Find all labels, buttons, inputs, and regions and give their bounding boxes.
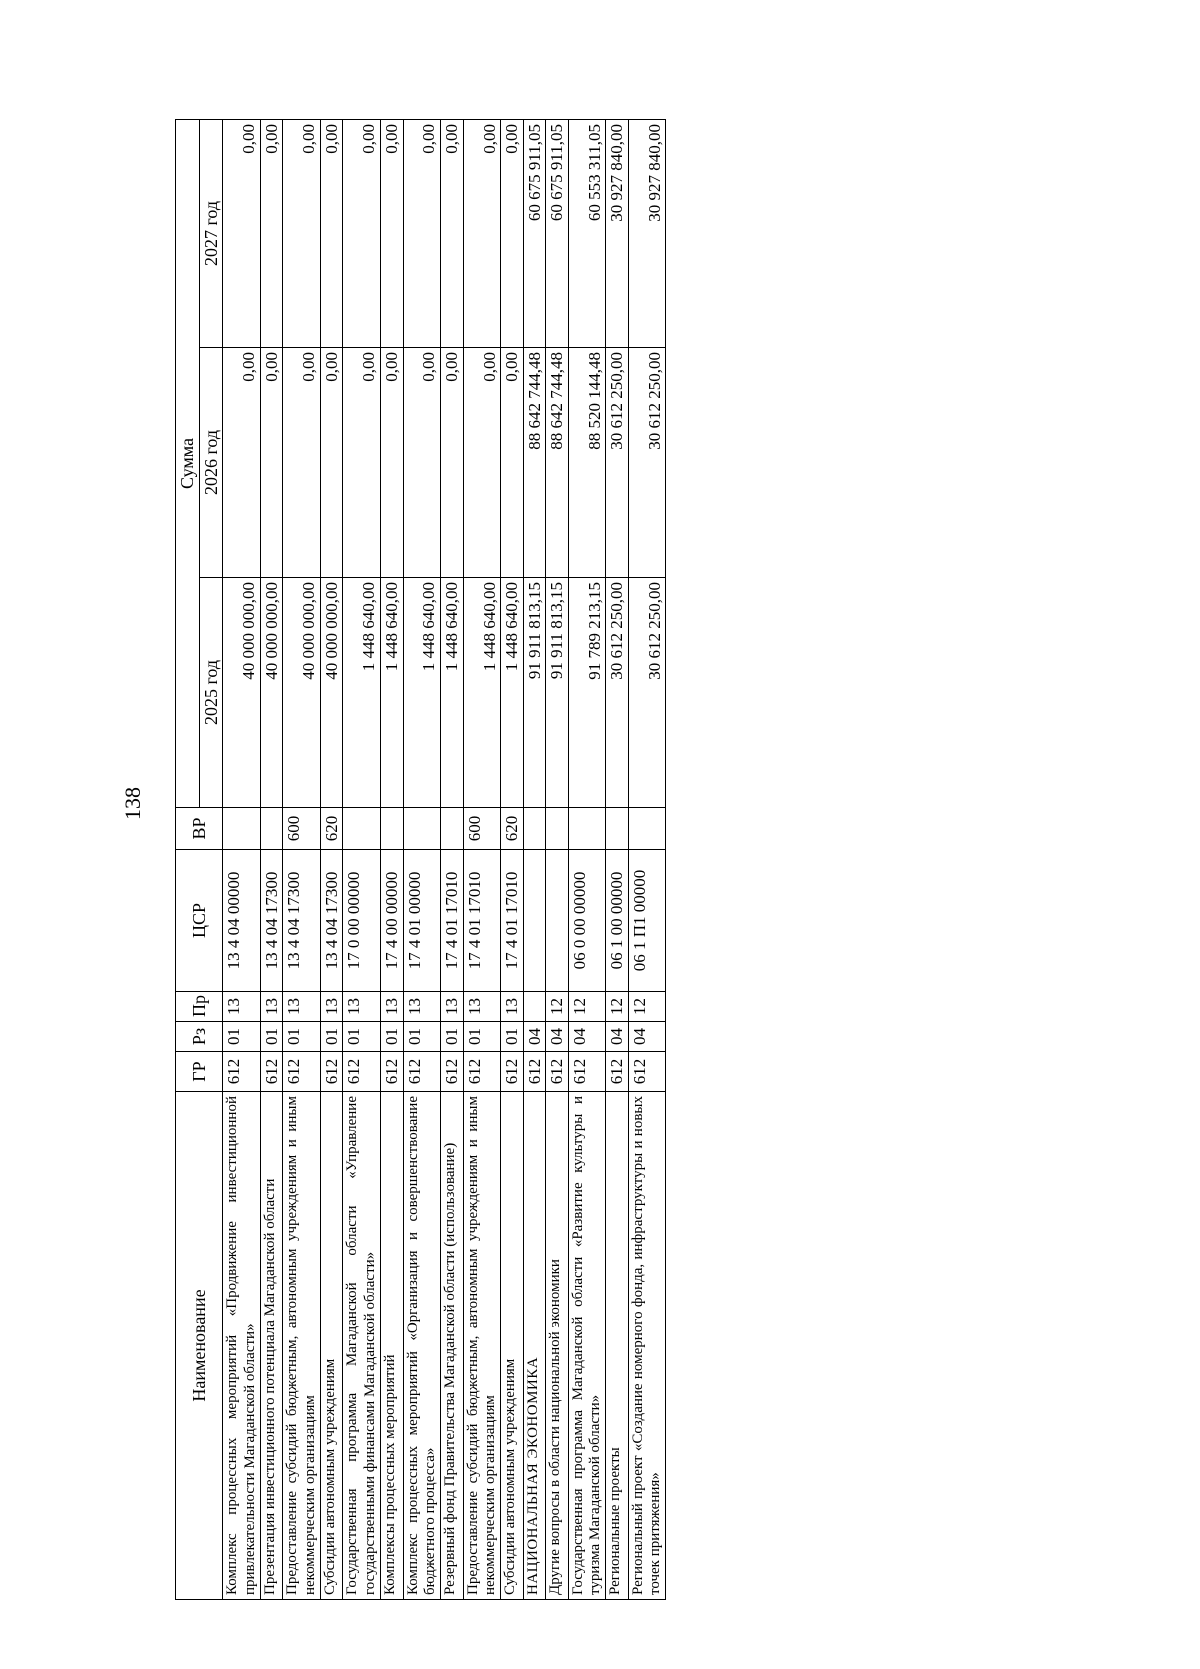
cell-2027: 30 927 840,00	[628, 119, 666, 347]
cell-2025: 1 448 640,00	[441, 578, 464, 808]
cell-vr	[546, 808, 569, 850]
cell-csr: 13 4 04 17300	[283, 850, 321, 992]
table-row	[628, 119, 666, 1599]
cell-gr: 612	[320, 1052, 343, 1092]
cell-csr: 17 4 01 00000	[403, 850, 441, 992]
col-header-2025: 2025 год	[199, 578, 223, 808]
cell-vr	[260, 808, 283, 850]
cell-gr: 612	[441, 1052, 464, 1092]
table-row	[501, 119, 524, 1599]
cell-2025: 91 789 213,15	[568, 578, 606, 808]
cell-2025: 1 448 640,00	[343, 578, 381, 808]
cell-name: НАЦИОНАЛЬНАЯ ЭКОНОМИКА	[523, 1092, 546, 1600]
table-row	[403, 119, 441, 1599]
cell-2026: 0,00	[283, 348, 321, 578]
cell-gr: 612	[546, 1052, 569, 1092]
table-row	[283, 119, 321, 1599]
cell-pr: 12	[606, 992, 629, 1022]
cell-csr: 06 1 П1 00000	[628, 850, 666, 992]
cell-vr: 620	[320, 808, 343, 850]
cell-rz: 01	[501, 1022, 524, 1052]
table-row	[320, 119, 343, 1599]
col-header-rz: Рз	[176, 1022, 223, 1052]
cell-name: Резервный фонд Правительства Магаданской области (использование)	[441, 1092, 464, 1600]
table-row	[546, 119, 569, 1599]
cell-name: Государственная программа Магаданской области «Управление государственными финансами Магаданской области»	[343, 1092, 381, 1600]
cell-csr: 17 0 00 00000	[343, 850, 381, 992]
cell-gr: 612	[606, 1052, 629, 1092]
cell-vr: 600	[283, 808, 321, 850]
cell-pr: 13	[223, 992, 261, 1022]
cell-vr	[628, 808, 666, 850]
budget-table	[175, 119, 666, 1600]
cell-vr	[441, 808, 464, 850]
cell-csr	[523, 850, 546, 992]
table-row	[441, 119, 464, 1599]
cell-2026: 30 612 250,00	[606, 348, 629, 578]
cell-rz: 01	[403, 1022, 441, 1052]
cell-2026: 88 642 744,48	[523, 348, 546, 578]
cell-rz: 01	[223, 1022, 261, 1052]
cell-name: Региональный проект «Создание номерного фонда, инфраструктуры и новых точек притяжения»	[628, 1092, 666, 1600]
cell-name: Региональные проекты	[606, 1092, 629, 1600]
col-header-gr: ГР	[176, 1052, 223, 1092]
cell-pr: 13	[441, 992, 464, 1022]
budget-table-container	[175, 120, 965, 1600]
cell-name: Другие вопросы в области национальной экономики	[546, 1092, 569, 1600]
cell-2027: 0,00	[260, 119, 283, 347]
cell-gr: 612	[463, 1052, 501, 1092]
cell-vr	[568, 808, 606, 850]
header-row	[176, 119, 200, 1599]
cell-name: Комплекс процессных мероприятий «Организация и совершенствование бюджетного процесса»	[403, 1092, 441, 1600]
cell-2025: 40 000 000,00	[283, 578, 321, 808]
cell-csr: 06 1 00 00000	[606, 850, 629, 992]
cell-pr: 13	[501, 992, 524, 1022]
cell-2027: 0,00	[403, 119, 441, 347]
table-body	[223, 119, 666, 1599]
cell-rz: 01	[463, 1022, 501, 1052]
cell-pr: 12	[546, 992, 569, 1022]
table-row	[568, 119, 606, 1599]
cell-vr: 600	[463, 808, 501, 850]
table-row	[260, 119, 283, 1599]
cell-vr	[343, 808, 381, 850]
cell-2027: 0,00	[343, 119, 381, 347]
cell-pr: 13	[380, 992, 403, 1022]
cell-2027: 0,00	[223, 119, 261, 347]
cell-2025: 1 448 640,00	[463, 578, 501, 808]
col-header-2027: 2027 год	[199, 119, 223, 347]
cell-2025: 40 000 000,00	[260, 578, 283, 808]
col-header-csr: ЦСР	[176, 850, 223, 992]
cell-2025: 40 000 000,00	[223, 578, 261, 808]
col-header-sum: Сумма	[176, 119, 200, 807]
cell-name: Предоставление субсидий бюджетным, автономным учреждениям и иным некоммерческим организациям	[283, 1092, 321, 1600]
cell-2027: 0,00	[380, 119, 403, 347]
cell-gr: 612	[260, 1052, 283, 1092]
cell-pr: 12	[568, 992, 606, 1022]
cell-2027: 0,00	[463, 119, 501, 347]
cell-gr: 612	[283, 1052, 321, 1092]
cell-2027: 30 927 840,00	[606, 119, 629, 347]
cell-gr: 612	[628, 1052, 666, 1092]
cell-gr: 612	[380, 1052, 403, 1092]
cell-rz: 04	[546, 1022, 569, 1052]
cell-name: Презентация инвестиционного потенциала Магаданской области	[260, 1092, 283, 1600]
cell-rz: 04	[628, 1022, 666, 1052]
cell-rz: 04	[606, 1022, 629, 1052]
cell-gr: 612	[403, 1052, 441, 1092]
cell-2026: 0,00	[320, 348, 343, 578]
cell-rz: 01	[320, 1022, 343, 1052]
cell-gr: 612	[501, 1052, 524, 1092]
cell-name: Комплексы процессных мероприятий	[380, 1092, 403, 1600]
cell-vr	[223, 808, 261, 850]
cell-csr: 17 4 00 00000	[380, 850, 403, 992]
table-row	[343, 119, 381, 1599]
cell-pr: 13	[343, 992, 381, 1022]
cell-vr	[523, 808, 546, 850]
cell-2026: 0,00	[403, 348, 441, 578]
cell-rz: 01	[283, 1022, 321, 1052]
cell-2026: 30 612 250,00	[628, 348, 666, 578]
cell-2026: 0,00	[223, 348, 261, 578]
cell-2025: 30 612 250,00	[628, 578, 666, 808]
cell-vr	[403, 808, 441, 850]
cell-vr	[380, 808, 403, 850]
cell-2026: 0,00	[441, 348, 464, 578]
cell-gr: 612	[343, 1052, 381, 1092]
cell-2025: 1 448 640,00	[403, 578, 441, 808]
cell-vr: 620	[501, 808, 524, 850]
cell-vr	[606, 808, 629, 850]
cell-2026: 0,00	[260, 348, 283, 578]
cell-csr: 13 4 04 00000	[223, 850, 261, 992]
cell-pr: 12	[628, 992, 666, 1022]
cell-pr	[523, 992, 546, 1022]
cell-pr: 13	[320, 992, 343, 1022]
cell-name: Государственная программа Магаданской области «Развитие культуры и туризма Магаданской области»	[568, 1092, 606, 1600]
cell-2027: 0,00	[283, 119, 321, 347]
cell-rz: 04	[568, 1022, 606, 1052]
cell-name: Комплекс процессных мероприятий «Продвижение инвестиционной привлекательности Магаданской области»	[223, 1092, 261, 1600]
cell-pr: 13	[260, 992, 283, 1022]
cell-rz: 04	[523, 1022, 546, 1052]
col-header-2026: 2026 год	[199, 348, 223, 578]
cell-pr: 13	[283, 992, 321, 1022]
cell-csr	[546, 850, 569, 992]
col-header-name: Наименование	[176, 1092, 223, 1600]
cell-csr: 17 4 01 17010	[501, 850, 524, 992]
cell-2026: 0,00	[343, 348, 381, 578]
cell-2027: 60 675 911,05	[546, 119, 569, 347]
cell-csr: 13 4 04 17300	[320, 850, 343, 992]
cell-2026: 88 520 144,48	[568, 348, 606, 578]
table-row	[523, 119, 546, 1599]
page-number: 138	[120, 787, 145, 820]
cell-2025: 91 911 813,15	[546, 578, 569, 808]
cell-rz: 01	[380, 1022, 403, 1052]
table-row	[223, 119, 261, 1599]
cell-2025: 1 448 640,00	[501, 578, 524, 808]
cell-rz: 01	[260, 1022, 283, 1052]
cell-2027: 0,00	[441, 119, 464, 347]
col-header-vr: ВР	[176, 808, 223, 850]
cell-2025: 30 612 250,00	[606, 578, 629, 808]
cell-gr: 612	[223, 1052, 261, 1092]
cell-rz: 01	[343, 1022, 381, 1052]
cell-csr: 17 4 01 17010	[463, 850, 501, 992]
cell-name: Субсидии автономным учреждениям	[320, 1092, 343, 1600]
cell-gr: 612	[568, 1052, 606, 1092]
cell-pr: 13	[463, 992, 501, 1022]
cell-csr: 17 4 01 17010	[441, 850, 464, 992]
cell-gr: 612	[523, 1052, 546, 1092]
cell-pr: 13	[403, 992, 441, 1022]
cell-2025: 91 911 813,15	[523, 578, 546, 808]
cell-2027: 60 553 311,05	[568, 119, 606, 347]
cell-csr: 13 4 04 17300	[260, 850, 283, 992]
cell-2027: 60 675 911,05	[523, 119, 546, 347]
cell-name: Предоставление субсидий бюджетным, автономным учреждениям и иным некоммерческим организациям	[463, 1092, 501, 1600]
cell-name: Субсидии автономным учреждениям	[501, 1092, 524, 1600]
cell-2026: 0,00	[463, 348, 501, 578]
cell-2025: 40 000 000,00	[320, 578, 343, 808]
cell-csr: 06 0 00 00000	[568, 850, 606, 992]
cell-2027: 0,00	[320, 119, 343, 347]
cell-2026: 0,00	[380, 348, 403, 578]
table-row	[463, 119, 501, 1599]
col-header-pr: Пр	[176, 992, 223, 1022]
cell-2026: 0,00	[501, 348, 524, 578]
table-row	[380, 119, 403, 1599]
cell-2025: 1 448 640,00	[380, 578, 403, 808]
cell-rz: 01	[441, 1022, 464, 1052]
cell-2026: 88 642 744,48	[546, 348, 569, 578]
cell-2027: 0,00	[501, 119, 524, 347]
table-row	[606, 119, 629, 1599]
